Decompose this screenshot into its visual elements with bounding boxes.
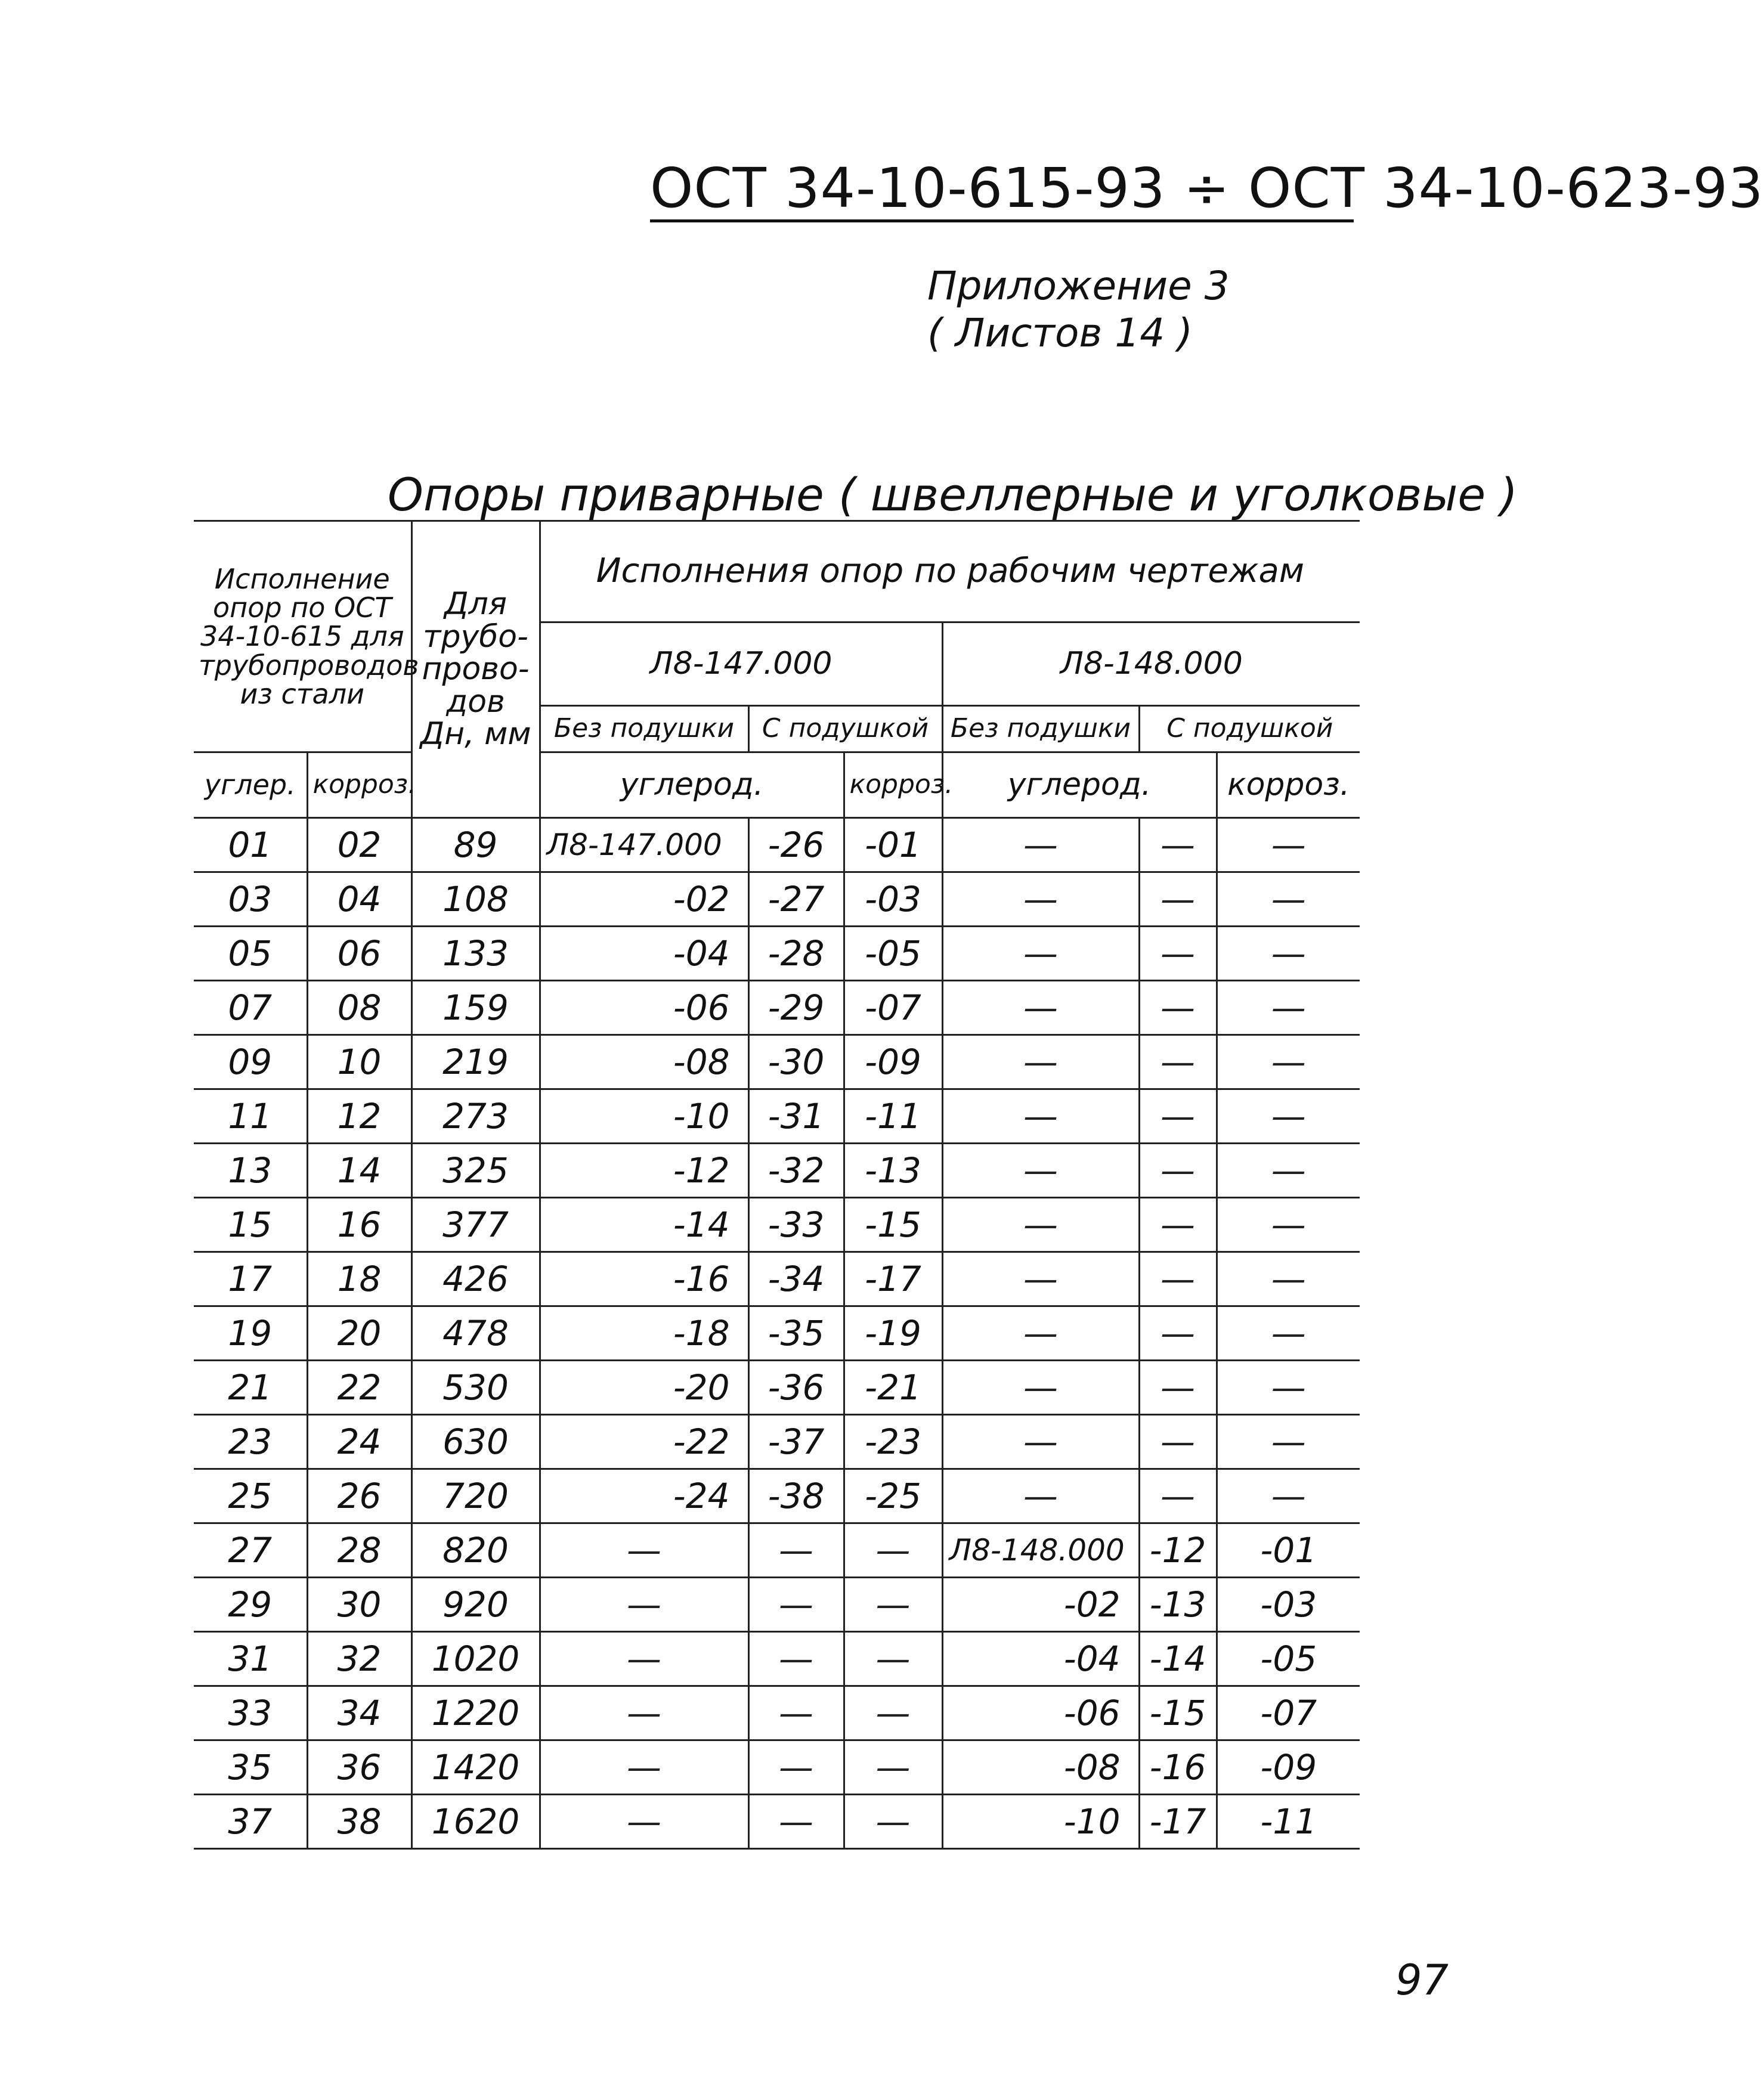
table-cell: — <box>1217 818 1360 872</box>
table-cell: — <box>748 1795 844 1849</box>
table-row <box>194 1686 1360 1740</box>
table-cell: — <box>1139 1361 1217 1415</box>
table-cell: -37 <box>748 1415 844 1469</box>
table-cell: 29 <box>194 1578 307 1632</box>
table-row <box>194 1306 1360 1361</box>
standard-code: ОСТ 34-10-615-93 ÷ ОСТ 34-10-623-93 <box>650 161 1354 222</box>
table-cell: -14 <box>540 1198 748 1252</box>
table-row <box>194 927 1360 981</box>
table-cell: — <box>1139 1035 1217 1089</box>
supports-table <box>194 520 1360 1850</box>
table-cell: 426 <box>411 1252 540 1306</box>
table-cell: — <box>540 1795 748 1849</box>
table-cell: -14 <box>1139 1632 1217 1686</box>
table-cell: — <box>1139 1252 1217 1306</box>
table-row <box>194 1198 1360 1252</box>
table-cell: — <box>942 1198 1139 1252</box>
table-cell: -05 <box>1217 1632 1360 1686</box>
table-cell: 530 <box>411 1361 540 1415</box>
table-row <box>194 1632 1360 1686</box>
table-cell: 159 <box>411 981 540 1035</box>
pad-148-header: С подушкой <box>1139 706 1360 752</box>
table-cell: 27 <box>194 1523 307 1578</box>
table-cell: Л8-148.000 <box>942 1523 1139 1578</box>
table-cell: 30 <box>307 1578 411 1632</box>
table-row <box>194 872 1360 927</box>
table-cell: — <box>1217 1035 1360 1089</box>
table-cell: -08 <box>540 1035 748 1089</box>
table-cell: 35 <box>194 1740 307 1795</box>
table-cell: — <box>942 981 1139 1035</box>
table-cell: 820 <box>411 1523 540 1578</box>
table-cell: 16 <box>307 1198 411 1252</box>
table-cell: -23 <box>844 1415 942 1469</box>
table-row <box>194 1361 1360 1415</box>
table-cell: — <box>748 1578 844 1632</box>
table-cell: — <box>942 1144 1139 1198</box>
table-cell: 25 <box>194 1469 307 1523</box>
table-row <box>194 1740 1360 1795</box>
table-cell: -07 <box>844 981 942 1035</box>
table-cell: — <box>1139 1306 1217 1361</box>
table-cell: 37 <box>194 1795 307 1849</box>
table-cell: — <box>1139 1469 1217 1523</box>
table-row <box>194 1089 1360 1144</box>
table-cell: — <box>942 1469 1139 1523</box>
table-cell: -27 <box>748 872 844 927</box>
table-cell: — <box>1139 1198 1217 1252</box>
table-cell: 09 <box>194 1035 307 1089</box>
group-l8-148: Л8-148.000 <box>942 622 1360 706</box>
table-cell: -11 <box>844 1089 942 1144</box>
table-cell: — <box>844 1740 942 1795</box>
table-cell: -18 <box>540 1306 748 1361</box>
table-cell: -04 <box>540 927 748 981</box>
table-cell: -31 <box>748 1089 844 1144</box>
table-cell: 108 <box>411 872 540 927</box>
table-cell: 31 <box>194 1632 307 1686</box>
table-cell: 15 <box>194 1198 307 1252</box>
table-cell: — <box>844 1632 942 1686</box>
table-cell: — <box>844 1795 942 1849</box>
table-row <box>194 1252 1360 1306</box>
table-cell: — <box>540 1740 748 1795</box>
table-row <box>194 1144 1360 1198</box>
table-cell: -10 <box>942 1795 1139 1849</box>
table-cell: -06 <box>942 1686 1139 1740</box>
table-cell: 18 <box>307 1252 411 1306</box>
table-cell: -13 <box>1139 1578 1217 1632</box>
table-cell: -16 <box>1139 1740 1217 1795</box>
table-cell: 17 <box>194 1252 307 1306</box>
table-cell: — <box>1217 981 1360 1035</box>
table-cell: 02 <box>307 818 411 872</box>
table-cell: -02 <box>540 872 748 927</box>
table-row <box>194 1523 1360 1578</box>
table-cell: -24 <box>540 1469 748 1523</box>
table-cell: — <box>844 1686 942 1740</box>
table-cell: -25 <box>844 1469 942 1523</box>
table-cell: 22 <box>307 1361 411 1415</box>
table-cell: 273 <box>411 1089 540 1144</box>
table-cell: -17 <box>844 1252 942 1306</box>
table-cell: -34 <box>748 1252 844 1306</box>
table-cell: — <box>1217 1089 1360 1144</box>
table-cell: — <box>942 1415 1139 1469</box>
table-cell: 10 <box>307 1035 411 1089</box>
table-cell: — <box>540 1686 748 1740</box>
table-cell: -22 <box>540 1415 748 1469</box>
table-cell: -03 <box>1217 1578 1360 1632</box>
table-cell: 24 <box>307 1415 411 1469</box>
table-row <box>194 981 1360 1035</box>
table-cell: -28 <box>748 927 844 981</box>
carbon-label: углер. <box>194 752 307 818</box>
table-cell: 19 <box>194 1306 307 1361</box>
table-cell: — <box>942 1306 1139 1361</box>
table-row <box>194 1415 1360 1469</box>
table-cell: 219 <box>411 1035 540 1089</box>
table-cell: 12 <box>307 1089 411 1144</box>
pad-147-header: С подушкой <box>748 706 942 752</box>
table-cell: — <box>942 872 1139 927</box>
dn-header: Для трубо-прово-дов Дн, мм <box>411 521 540 818</box>
table-cell: — <box>1139 1415 1217 1469</box>
table-cell: 630 <box>411 1415 540 1469</box>
group-l8-147: Л8-147.000 <box>540 622 942 706</box>
table-cell: — <box>1139 927 1217 981</box>
table-cell: -12 <box>1139 1523 1217 1578</box>
table-cell: 133 <box>411 927 540 981</box>
table-cell: 1620 <box>411 1795 540 1849</box>
table-cell: 21 <box>194 1361 307 1415</box>
table-row <box>194 1035 1360 1089</box>
table-cell: -35 <box>748 1306 844 1361</box>
table-cell: — <box>942 1252 1139 1306</box>
table-cell: -20 <box>540 1361 748 1415</box>
table-cell: 07 <box>194 981 307 1035</box>
table-cell: — <box>1139 1144 1217 1198</box>
table-cell: 89 <box>411 818 540 872</box>
table-cell: -16 <box>540 1252 748 1306</box>
table-cell: -10 <box>540 1089 748 1144</box>
table-cell: -08 <box>942 1740 1139 1795</box>
table-cell: 13 <box>194 1144 307 1198</box>
table-cell: -30 <box>748 1035 844 1089</box>
table-cell: — <box>942 1361 1139 1415</box>
table-cell: -29 <box>748 981 844 1035</box>
appendix-number: Приложение 3 <box>927 263 1230 309</box>
table-cell: 38 <box>307 1795 411 1849</box>
table-cell: — <box>1217 1198 1360 1252</box>
table-cell: 920 <box>411 1578 540 1632</box>
table-cell: — <box>540 1523 748 1578</box>
table-cell: 478 <box>411 1306 540 1361</box>
table-cell: — <box>1139 872 1217 927</box>
table-cell: 26 <box>307 1469 411 1523</box>
appendix-sheets: ( Листов 14 ) <box>927 310 1193 357</box>
table-cell: -33 <box>748 1198 844 1252</box>
table-cell: 325 <box>411 1144 540 1198</box>
corr-147-label: корроз. <box>844 752 942 818</box>
table-cell: 23 <box>194 1415 307 1469</box>
table-cell: -15 <box>844 1198 942 1252</box>
table-cell: -04 <box>942 1632 1139 1686</box>
table-cell: — <box>942 1035 1139 1089</box>
table-cell: 08 <box>307 981 411 1035</box>
table-cell: -21 <box>844 1361 942 1415</box>
table-cell: -19 <box>844 1306 942 1361</box>
table-row <box>194 818 1360 872</box>
table-cell: -05 <box>844 927 942 981</box>
table-cell: — <box>748 1686 844 1740</box>
table-cell: — <box>1217 1361 1360 1415</box>
table-cell: -38 <box>748 1469 844 1523</box>
table-body <box>194 818 1360 1849</box>
table-cell: — <box>1139 981 1217 1035</box>
table-cell: 20 <box>307 1306 411 1361</box>
table-cell: — <box>748 1632 844 1686</box>
table-cell: — <box>1217 1306 1360 1361</box>
table-title: Опоры приварные ( швеллерные и уголковые ) <box>388 468 1518 521</box>
corr-label: корроз. <box>307 752 411 818</box>
table-cell: — <box>748 1523 844 1578</box>
table-cell: 377 <box>411 1198 540 1252</box>
table-cell: — <box>844 1523 942 1578</box>
table-cell: 34 <box>307 1686 411 1740</box>
table-cell: — <box>1217 1144 1360 1198</box>
table-cell: 14 <box>307 1144 411 1198</box>
table-cell: 05 <box>194 927 307 981</box>
table-cell: 36 <box>307 1740 411 1795</box>
table-cell: — <box>942 927 1139 981</box>
table-cell: -02 <box>942 1578 1139 1632</box>
table-cell: -09 <box>1217 1740 1360 1795</box>
table-cell: -11 <box>1217 1795 1360 1849</box>
table-cell: — <box>1217 1415 1360 1469</box>
no-pad-147-header: Без подушки <box>540 706 748 752</box>
table-cell: -09 <box>844 1035 942 1089</box>
table-cell: — <box>1217 1252 1360 1306</box>
table-cell: -13 <box>844 1144 942 1198</box>
table-cell: -01 <box>1217 1523 1360 1578</box>
table-cell: 33 <box>194 1686 307 1740</box>
table-cell: — <box>1139 818 1217 872</box>
table-cell: 1420 <box>411 1740 540 1795</box>
table-row <box>194 1578 1360 1632</box>
table-cell: 28 <box>307 1523 411 1578</box>
table-cell: 06 <box>307 927 411 981</box>
table-cell: -36 <box>748 1361 844 1415</box>
table-row <box>194 1795 1360 1849</box>
table-cell: 04 <box>307 872 411 927</box>
table-cell: — <box>748 1740 844 1795</box>
table-cell: -01 <box>844 818 942 872</box>
table-cell: 720 <box>411 1469 540 1523</box>
table-cell: — <box>1139 1089 1217 1144</box>
table-cell: -06 <box>540 981 748 1035</box>
table-cell: — <box>942 818 1139 872</box>
table-cell: Л8-147.000 <box>540 818 748 872</box>
execution-header: Исполнение опор по ОСТ 34-10-615 для трубопроводов из стали <box>194 521 411 752</box>
table-cell: -07 <box>1217 1686 1360 1740</box>
table-cell: — <box>1217 1469 1360 1523</box>
drawings-header: Исполнения опор по рабочим чертежам <box>540 521 1360 622</box>
table-cell: 1020 <box>411 1632 540 1686</box>
carbon-147-label: углерод. <box>540 752 844 818</box>
table-cell: -17 <box>1139 1795 1217 1849</box>
table-cell: 1220 <box>411 1686 540 1740</box>
table-cell: -15 <box>1139 1686 1217 1740</box>
table-cell: — <box>844 1578 942 1632</box>
appendix-label <box>927 262 1230 357</box>
table-cell: 03 <box>194 872 307 927</box>
table-cell: — <box>942 1089 1139 1144</box>
table-cell: -32 <box>748 1144 844 1198</box>
table-cell: 32 <box>307 1632 411 1686</box>
table-cell: 01 <box>194 818 307 872</box>
table-cell: 11 <box>194 1089 307 1144</box>
table-cell: — <box>540 1578 748 1632</box>
no-pad-148-header: Без подушки <box>942 706 1139 752</box>
page-number: 97 <box>1395 1956 1449 2005</box>
table-cell: -12 <box>540 1144 748 1198</box>
table-cell: -03 <box>844 872 942 927</box>
table-cell: — <box>1217 872 1360 927</box>
table-cell: — <box>1217 927 1360 981</box>
carbon-148-label: углерод. <box>942 752 1217 818</box>
table-cell: -26 <box>748 818 844 872</box>
table-cell: — <box>540 1632 748 1686</box>
corr-148-label: корроз. <box>1217 752 1360 818</box>
table-row <box>194 1469 1360 1523</box>
